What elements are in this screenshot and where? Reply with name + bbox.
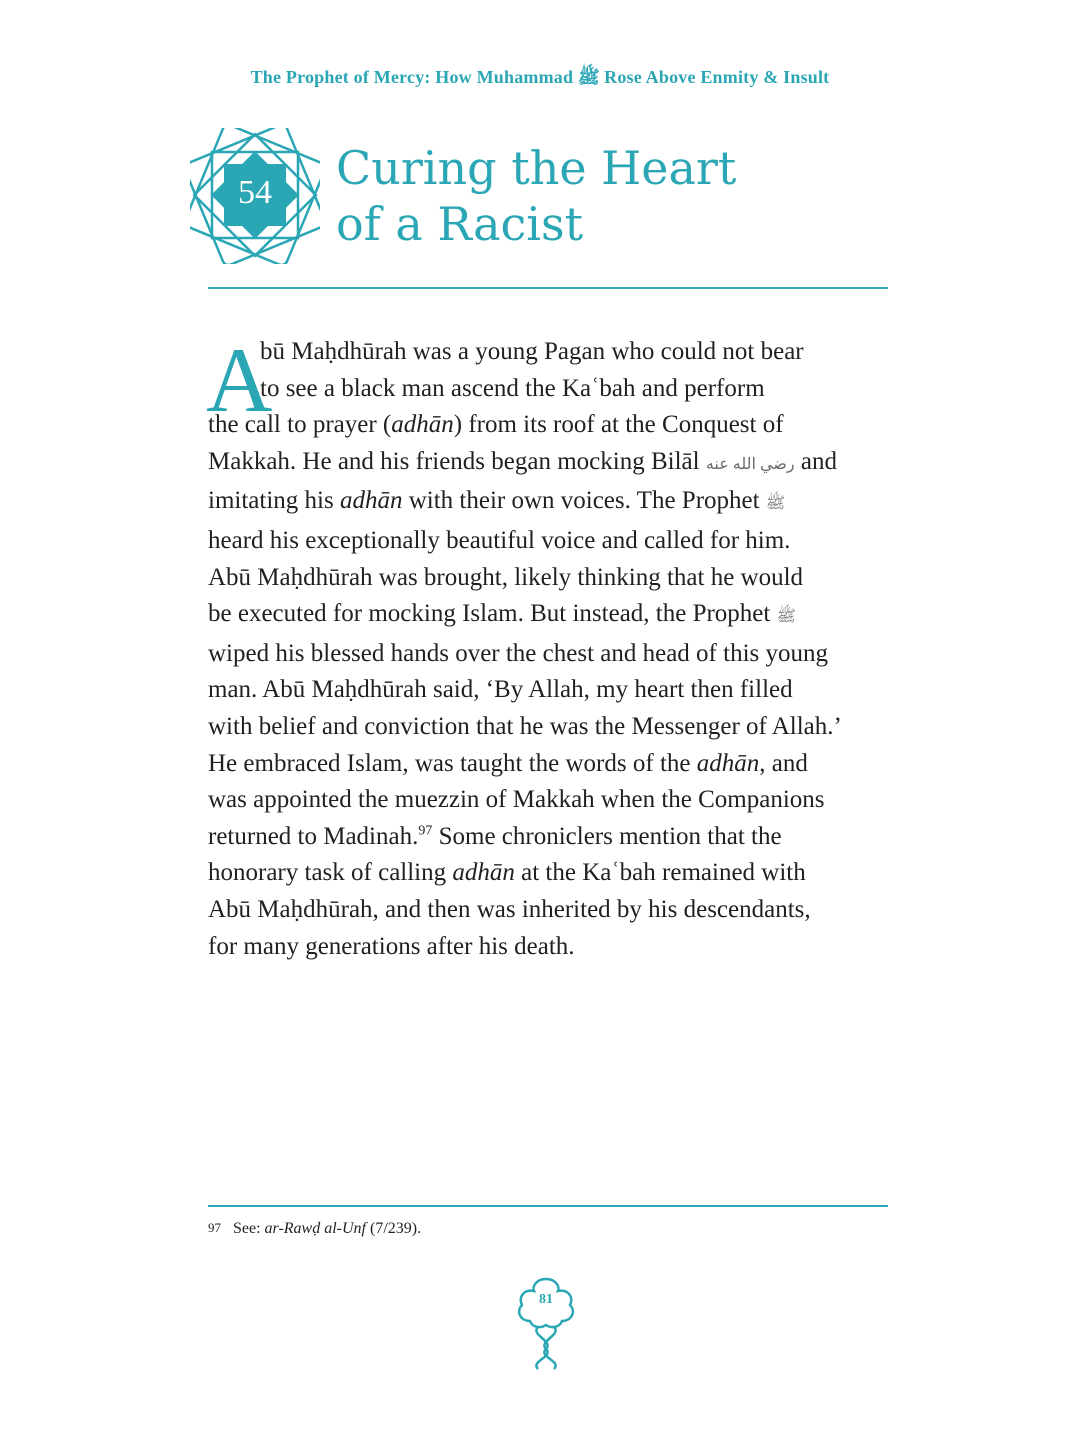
page-number-ornament-icon (510, 1275, 582, 1371)
term-adhan: adhān (391, 411, 454, 439)
footnote-marker: 97 (208, 1220, 221, 1235)
body-line: heard his exceptionally beautiful voice and called for him. (208, 526, 791, 554)
body-line: to see a black man ascend the Kaʿbah and perform (260, 374, 765, 402)
body-line: Makkah. He and his friends began mocking Bilāl رضي الله عنه and (208, 447, 837, 475)
honorific-glyph-icon: رضي الله عنه (705, 455, 795, 473)
chapter-badge (190, 128, 320, 264)
body-line: was appointed the muezzin of Makkah when the Companions (208, 786, 825, 814)
chapter-number: 54 (238, 174, 272, 211)
term-adhan: adhān (452, 859, 515, 887)
body-line: Abū Maḥdhūrah was brought, likely thinking that he would (208, 563, 804, 591)
footnote: $^{97}$ See: ar-Rawḍ al-Unf (7/239). (208, 1220, 422, 1237)
body-line: Abū Maḥdhūrah, and then was inherited by his descendants, (208, 895, 811, 923)
body-line: returned to Madinah.$^{97}$ Some chroniclers mention that the (208, 822, 782, 850)
page-number: 81 (539, 1292, 553, 1307)
chapter-title (336, 140, 896, 252)
footnote-source: ar-Rawḍ al-Unf (264, 1220, 366, 1237)
body-line: imitating his adhān with their own voices. The Prophet ﷺ (208, 487, 786, 515)
body-line: He embraced Islam, was taught the words of the adhān, and (208, 749, 808, 777)
honorific-glyph-icon: ﷺ (776, 608, 796, 626)
body-paragraph (206, 329, 888, 965)
body-line: be executed for mocking Islam. But instead, the Prophet ﷺ (208, 600, 796, 628)
chapter-title-line-2: of a Racist (336, 197, 584, 251)
honorific-glyph-icon: ﷺ (765, 495, 786, 513)
running-head: The Prophet of Mercy: How Muhammad ﷺ Rose Above Enmity & Insult (250, 67, 830, 87)
chapter-title-line-1: Curing the Heart (336, 141, 737, 195)
term-adhan: adhān (696, 749, 760, 777)
term-adhan: adhān (339, 487, 403, 515)
title-divider (208, 287, 888, 289)
body-line: wiped his blessed hands over the chest and head of this young (208, 639, 829, 667)
body-line: for many generations after his death. (208, 932, 575, 960)
drop-cap: A (206, 329, 273, 431)
body-line: bū Maḥdhūrah was a young Pagan who could not bear (260, 338, 804, 365)
body-line: with belief and conviction that he was the Messenger of Allah.’ (208, 712, 842, 740)
body-line: man. Abū Maḥdhūrah said, ‘By Allah, my heart then filled (208, 676, 793, 704)
body-line: honorary task of calling adhān at the Kaʿbah remained with (208, 859, 806, 887)
body-line: the call to prayer (adhān) from its roof at the Conquest of (208, 411, 784, 439)
footnote-divider (208, 1205, 888, 1207)
footnote-reference[interactable]: 97 (418, 823, 433, 839)
